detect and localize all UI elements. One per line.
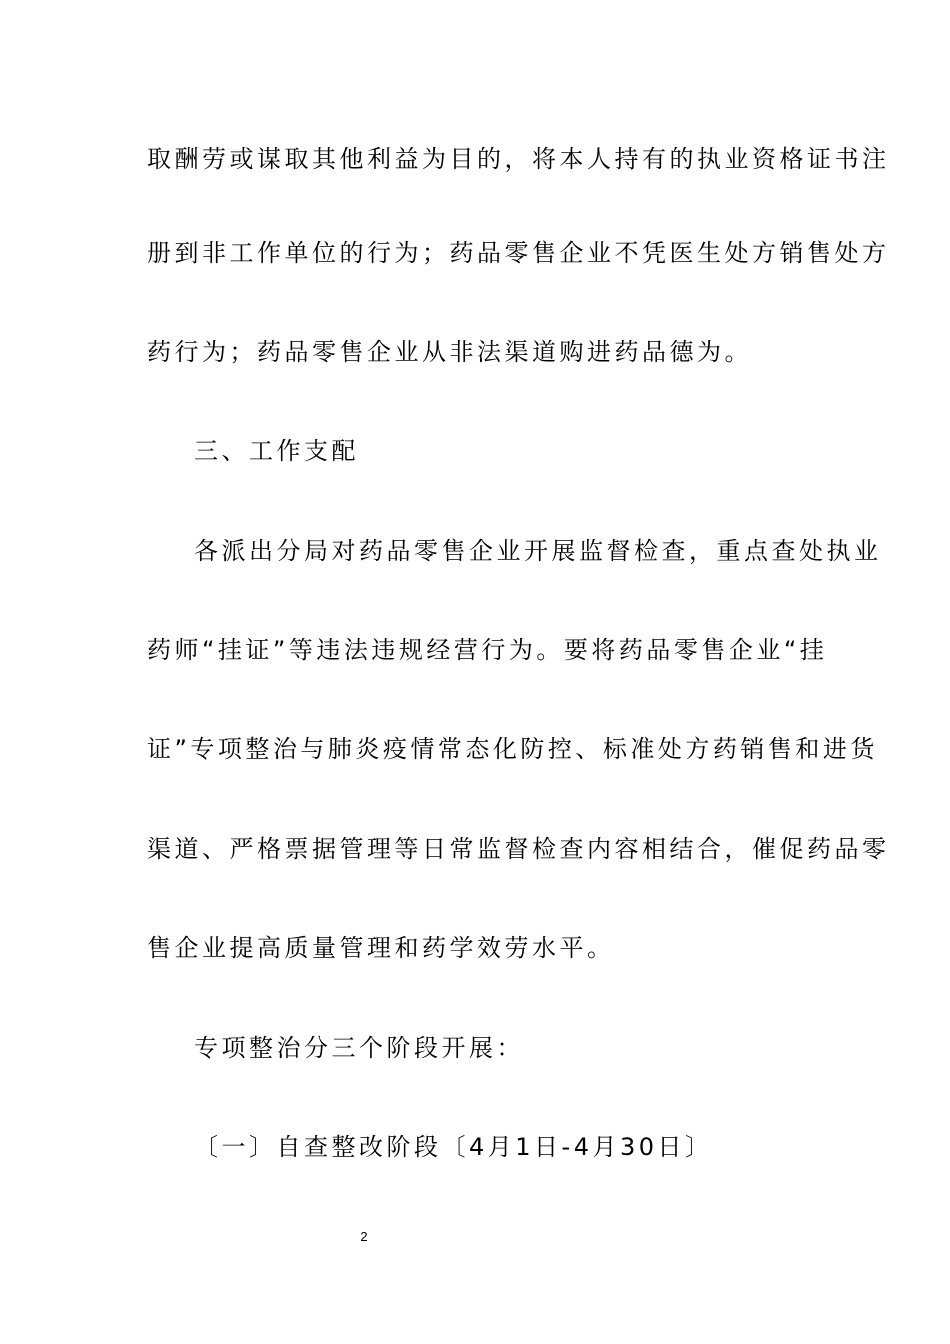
paragraph-line: 药行为；药品零售企业从非法渠道购进药品德为。 [147,338,752,366]
paragraph-line: 证”专项整治与肺炎疫情常态化防控、标准处方药销售和进货 [147,735,878,763]
paragraph-line: 药师“挂证”等违法违规经营行为。要将药品零售企业“挂 [147,636,828,664]
paragraph-line: 渠道、严格票据管理等日常监督检查内容相结合，催促药品零 [147,835,890,863]
paragraph-line: 各派出分局对药品零售企业开展监督检查，重点查处执业 [194,537,882,565]
paragraph-line: 售企业提高质量管理和药学效劳水平。 [147,934,615,962]
paragraph-line: 取酬劳或谋取其他利益为目的，将本人持有的执业资格证书注 [147,145,890,173]
paragraph-line: 专项整治分三个阶段开展： [194,1034,524,1062]
subsection-heading: 〔一〕自查整改阶段〔4月1日-4月30日〕 [194,1133,713,1161]
page-number: 2 [360,1229,368,1244]
paragraph-line: 册到非工作单位的行为；药品零售企业不凭医生处方销售处方 [147,239,890,267]
section-heading: 三、工作支配 [194,437,359,465]
